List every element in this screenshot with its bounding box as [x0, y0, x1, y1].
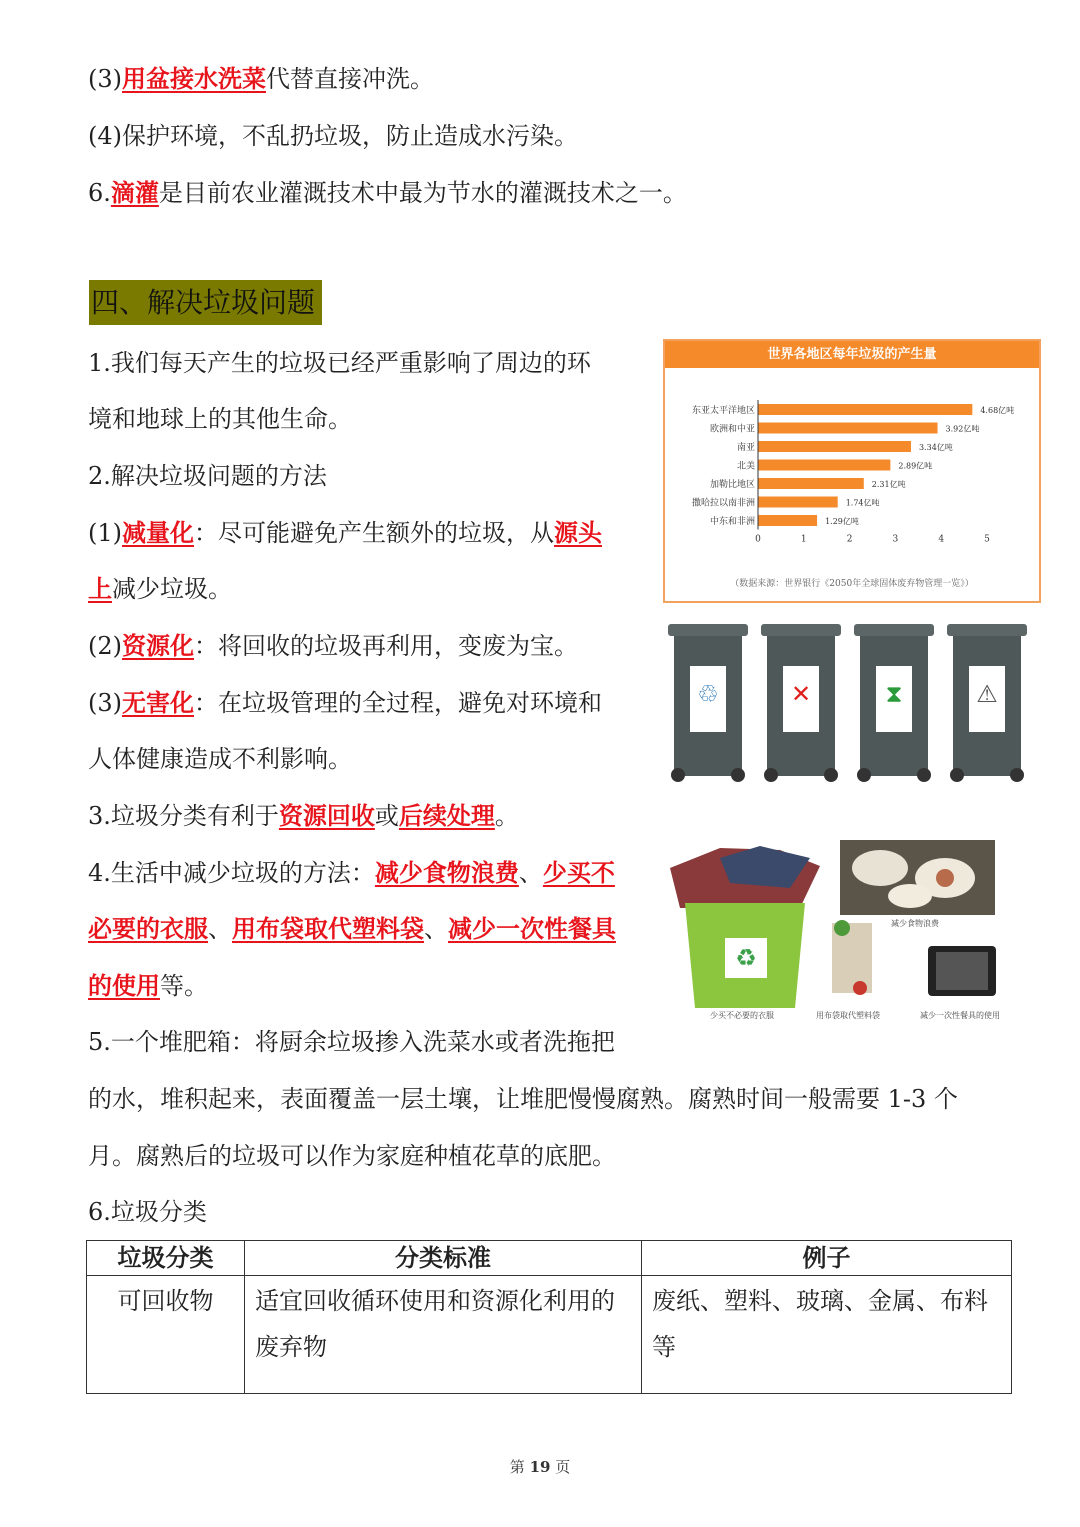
garbage-classification-table [86, 1240, 1012, 1394]
list-number: (2) [88, 632, 122, 660]
category-label: 东亚太平洋地区 [691, 406, 755, 416]
value-label: 3.34亿吨 [918, 443, 953, 452]
highlight-term: 用盆接水洗菜 [122, 64, 266, 93]
text-fragment: ：尽可能避免产生额外的垃圾，从 [194, 519, 554, 547]
column-header: 垃圾分类 [87, 1241, 245, 1276]
highlight-term: 必要的衣服 [88, 914, 208, 943]
list-number: (3) [88, 65, 122, 93]
trash-bins-illustration [663, 620, 1033, 790]
bar [758, 441, 911, 452]
highlight-term: 源头 [554, 518, 602, 547]
text-line: 6.垃圾分类 [88, 1198, 207, 1226]
text-fragment: 。 [494, 802, 519, 830]
x-tick-label: 3 [892, 534, 899, 545]
category-label: 中东和非洲 [709, 517, 755, 527]
x-tick-label: 1 [800, 534, 807, 545]
x-tick-label: 4 [938, 534, 945, 545]
list-number: (1) [88, 519, 122, 547]
bar [758, 460, 890, 471]
bar [758, 515, 817, 526]
text-line: 1.我们每天产生的垃圾已经严重影响了周边的环 [88, 349, 591, 377]
category-label: 加勒比地区 [709, 480, 755, 490]
text-fragment: ：在垃圾管理的全过程，避免对环境和 [194, 689, 602, 717]
text-line: 境和地球上的其他生命。 [88, 405, 352, 433]
text-fragment: 、 [518, 859, 543, 887]
value-label: 3.92亿吨 [945, 424, 980, 434]
bin-symbol-icon: ⚠ [976, 680, 998, 708]
text-fragment: 是目前农业灌溉技术中最为节水的灌溉技术之一。 [158, 179, 687, 207]
text-fragment: 、 [424, 915, 448, 943]
value-label: 2.89亿吨 [898, 461, 933, 471]
svg-text:♻: ♻ [735, 944, 757, 972]
highlight-term: 资源化 [122, 631, 194, 660]
highlight-term: 减少食物浪费 [374, 858, 519, 887]
text-line: 2.解决垃圾问题的方法 [88, 462, 327, 490]
text-line: 人体健康造成不利影响。 [88, 745, 352, 773]
highlight-term: 无害化 [122, 688, 194, 717]
table-cell: 适宜回收循环使用和资源化利用的废弃物 [245, 1276, 642, 1394]
value-label: 2.31亿吨 [871, 480, 906, 489]
text-line [88, 178, 687, 208]
text-fragment: ：将回收的垃圾再利用，变废为宝。 [194, 632, 578, 660]
table-header-row [87, 1241, 1012, 1276]
photo-caption: 少买不必要的衣服 [710, 1011, 774, 1020]
highlight-term: 资源回收 [278, 801, 375, 830]
column-header: 例子 [642, 1241, 1012, 1276]
highlight-term: 减少一次性餐具 [448, 914, 616, 943]
section-heading: 四、解决垃圾问题 [89, 280, 322, 325]
bin-symbol-icon: ✕ [790, 680, 812, 708]
category-label: 欧洲和中亚 [709, 424, 755, 435]
highlight-term: 的使用 [88, 971, 160, 1000]
highlight-term: 上 [88, 574, 112, 603]
column-header: 分类标准 [245, 1241, 642, 1276]
chart-title: 世界各地区每年垃圾的产生量 [665, 341, 1039, 368]
chart-source: （数据来源：世界银行《2050年全球固体废弃物管理一览》） [730, 579, 974, 589]
text-line [88, 574, 232, 604]
highlight-term: 减量化 [122, 518, 194, 547]
x-tick-label: 5 [984, 534, 990, 545]
category-label: 北美 [736, 461, 755, 472]
text-fragment: 4.生活中减少垃圾的方法： [88, 859, 375, 887]
photo-caption: 用布袋取代塑料袋 [816, 1011, 880, 1020]
bar [758, 478, 864, 489]
highlight-term: 少买不 [542, 858, 615, 887]
bar-chart-svg [665, 368, 1039, 558]
text-fragment: 3.垃圾分类有利于 [88, 802, 279, 830]
text-fragment: 或 [374, 802, 399, 830]
table-cell: 可回收物 [87, 1276, 245, 1394]
category-label: 南亚 [736, 443, 755, 453]
text-line [88, 631, 578, 661]
text-fragment: 等。 [160, 972, 208, 1000]
text-line [88, 858, 615, 888]
text-line [88, 518, 602, 548]
text-line [88, 64, 434, 94]
text-line: (4)保护环境，不乱扔垃圾，防止造成水污染。 [88, 122, 578, 150]
text-line: 5.一个堆肥箱：将厨余垃圾掺入洗菜水或者洗拖把 [88, 1028, 615, 1056]
x-tick-label: 2 [846, 534, 853, 545]
text-fragment: 代替直接冲洗。 [266, 65, 434, 93]
text-line [88, 971, 208, 1001]
photo-caption: 减少一次性餐具的使用 [920, 1011, 1000, 1020]
page-number: 第 19 页 [509, 1458, 571, 1476]
garbage-production-chart [663, 339, 1041, 603]
bin-symbol-icon: ⧗ [885, 680, 903, 708]
value-label: 1.29亿吨 [825, 517, 859, 526]
text-fragment: 减少垃圾。 [112, 575, 232, 603]
bar [758, 497, 838, 508]
table-cell: 废纸、塑料、玻璃、金属、布料等 [642, 1276, 1012, 1394]
value-label: 1.74亿吨 [845, 498, 880, 508]
text-line [88, 914, 616, 944]
category-label: 撒哈拉以南非洲 [691, 498, 755, 509]
text-line [88, 688, 602, 718]
photo-caption: 减少食物浪费 [891, 919, 939, 928]
highlight-term: 滴灌 [110, 178, 159, 207]
value-label: 4.68亿吨 [980, 406, 1015, 415]
highlight-term: 用布袋取代塑料袋 [232, 914, 424, 943]
list-number: 6. [88, 179, 111, 207]
reduce-waste-photos [660, 838, 1015, 1023]
x-tick-label: 0 [755, 534, 761, 545]
bin-symbol-icon: ♲ [697, 680, 719, 708]
text-line: 的水，堆积起来，表面覆盖一层土壤，让堆肥慢慢腐熟。腐熟时间一般需要 1-3 个 [88, 1085, 958, 1113]
text-line [88, 801, 519, 831]
bar [758, 423, 938, 434]
text-line: 月。腐熟后的垃圾可以作为家庭种植花草的底肥。 [88, 1142, 616, 1170]
list-number: (3) [88, 689, 122, 717]
table-row [87, 1276, 1012, 1394]
highlight-term: 后续处理 [398, 801, 495, 830]
bar [758, 404, 972, 415]
text-fragment: 、 [208, 915, 232, 943]
